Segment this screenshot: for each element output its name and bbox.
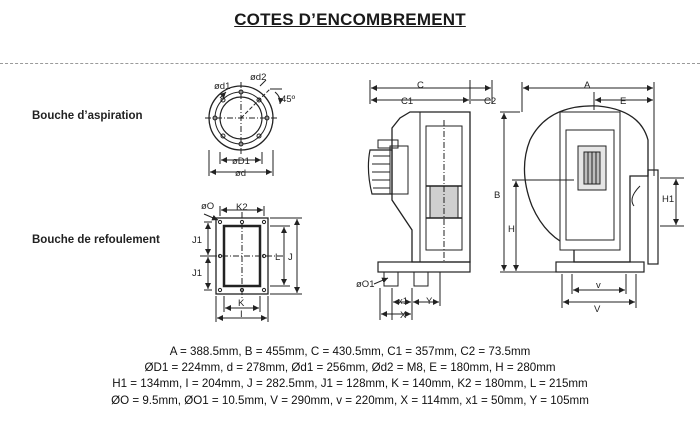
outlet-mouth-drawing [200, 206, 302, 322]
dim-label-Y: Y [426, 296, 433, 307]
dim-label-H1: H1 [662, 194, 675, 205]
fan-front-view [500, 82, 684, 308]
dim-label-V: V [594, 304, 601, 315]
dim-label-H: H [508, 224, 515, 235]
dim-label-d: ød [235, 168, 247, 179]
dimensions-line-2: ØD1 = 224mm, d = 278mm, Ød1 = 256mm, Ød2 = M8, E = 180mm, H = 280mm [144, 361, 556, 375]
dim-label-K2: K2 [236, 202, 248, 213]
dimensions-line-4: ØO = 9.5mm, ØO1 = 10.5mm, V = 290mm, v = 220mm, X = 114mm, x1 = 50mm, Y = 105mm [111, 393, 589, 407]
dim-label-v: v [596, 280, 601, 291]
dim-label-x1: x1 [398, 296, 409, 307]
dim-label-d2: ød2 [250, 72, 267, 83]
dim-label-O1: øO1 [356, 279, 375, 290]
dim-label-d1: ød1 [214, 81, 231, 92]
dim-label-C: C [417, 80, 424, 91]
dimensions-line-3: H1 = 134mm, I = 204mm, J = 282.5mm, J1 = 128mm, K = 140mm, K2 = 180mm, L = 215mm [112, 377, 588, 391]
dim-label-L: L [275, 252, 281, 263]
fan-side-view [368, 80, 492, 320]
page-title: COTES D’ENCOMBREMENT [234, 10, 466, 29]
dim-label-J1-upper: J1 [192, 235, 203, 246]
dim-label-J: J [288, 252, 293, 263]
outlet-label: Bouche de refoulement [32, 234, 160, 246]
dim-label-K: K [238, 298, 245, 309]
suction-label: Bouche d’aspiration [32, 110, 143, 122]
dim-label-X: X [400, 310, 407, 321]
dim-label-I: I [240, 309, 243, 320]
dim-label-A: A [584, 80, 591, 91]
dimensions-list [0, 344, 700, 409]
dim-label-angle: 45º [281, 94, 296, 105]
dim-label-B: B [494, 190, 501, 201]
dim-label-C2: C2 [484, 96, 497, 107]
dim-label-E: E [620, 96, 627, 107]
dim-label-C1: C1 [401, 96, 414, 107]
dimensions-line-1: A = 388.5mm, B = 455mm, C = 430.5mm, C1 = 357mm, C2 = 73.5mm [169, 345, 531, 358]
dim-label-J1-lower: J1 [192, 268, 203, 279]
dim-label-O: øO [201, 201, 215, 212]
dim-label-D1: øD1 [232, 156, 250, 167]
